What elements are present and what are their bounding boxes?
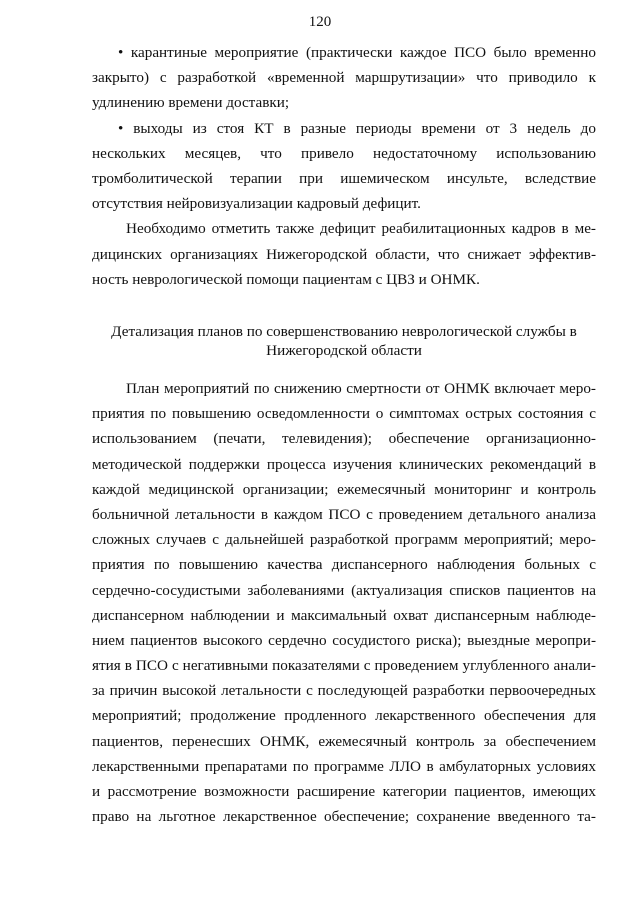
text-line: • выходы из стоя КТ в разные периоды времени от 3 недель до [118, 119, 596, 137]
text-line: нием пациентов высокого сердечно сосудистого риска); выездные меропри- [92, 631, 596, 649]
text-line: приятия по повышению осведомленности о симптомах острых состояния с [92, 405, 596, 423]
text-line: использованием (печати, телевидения); обеспечение организационно- [92, 430, 596, 448]
heading-line: Нижегородской области [266, 342, 422, 359]
text-line: закрыто) с разработкой «временной маршрутизации» что приводило к [92, 69, 596, 87]
text-line: каждой медицинской организации; ежемесячный мониторинг и контроль [92, 480, 596, 498]
text-line: • карантиные мероприятие (практически каждое ПСО было временно [118, 44, 596, 61]
text-line: за причин высокой летальности с последующей разработки первоочередных [92, 682, 596, 700]
text-line: приятия по повышению качества диспансерного наблюдения больных с [92, 556, 596, 574]
text-block-top [92, 40, 596, 292]
text-line: методической поддержки процесса изучения клинических рекомендаций в [92, 455, 596, 473]
text-line: отсутствия нейровизуализации кадровый дефицит. [92, 195, 421, 213]
text-line: сердечно-сосудистыми заболеваниями (актуализация списков пациентов на [92, 581, 596, 599]
text-line: удлинению времени доставки; [92, 94, 290, 112]
text-line: право на льготное лекарственное обеспечение; сохранение введенного та- [92, 808, 596, 826]
page-number: 120 [308, 14, 332, 30]
text-line: тромболитической терапии при ишемическом инсульте, вследствие [92, 169, 596, 187]
text-block-main [92, 376, 596, 829]
text-line: больничной летальности в каждом ПСО с проведением детального анализа [92, 505, 596, 523]
text-line: пациентов, перенесших ОНМК, ежемесячный контроль за обеспечением [92, 732, 596, 750]
text-line: Необходимо отметить также дефицит реабилитационных кадров в ме- [126, 220, 596, 238]
text-line: ность неврологической помощи пациентам с ЦВЗ и ОНМК. [92, 270, 480, 288]
text-line: и рассмотрение возможности расширение категории пациентов, имеющих [92, 783, 596, 800]
text-line: сложных случаев с дальнейшей разработкой программ мероприятий; меро- [92, 531, 596, 549]
text-line: ятия в ПСО с негативными показателями с проведением углубленного анали- [92, 657, 596, 675]
text-line: дицинских организациях Нижегородской области, что снижает эффектив- [92, 245, 596, 263]
text-line: План мероприятий по снижению смертности от ОНМК включает меро- [126, 380, 596, 397]
text-line: диспансерном наблюдении и максимальный охват диспансерным наблюде- [92, 606, 596, 624]
section-heading [92, 322, 596, 360]
text-line: мероприятий; продолжение продленного лекарственного обеспечения для [92, 707, 596, 725]
text-line: лекарственными препаратами по программе ЛЛО в амбулаторных условиях [92, 757, 596, 775]
heading-line: Детализация планов по совершенствованию неврологической службы в [111, 323, 577, 340]
text-line: нескольких месяцев, что привело недостаточному использованию [92, 144, 596, 162]
